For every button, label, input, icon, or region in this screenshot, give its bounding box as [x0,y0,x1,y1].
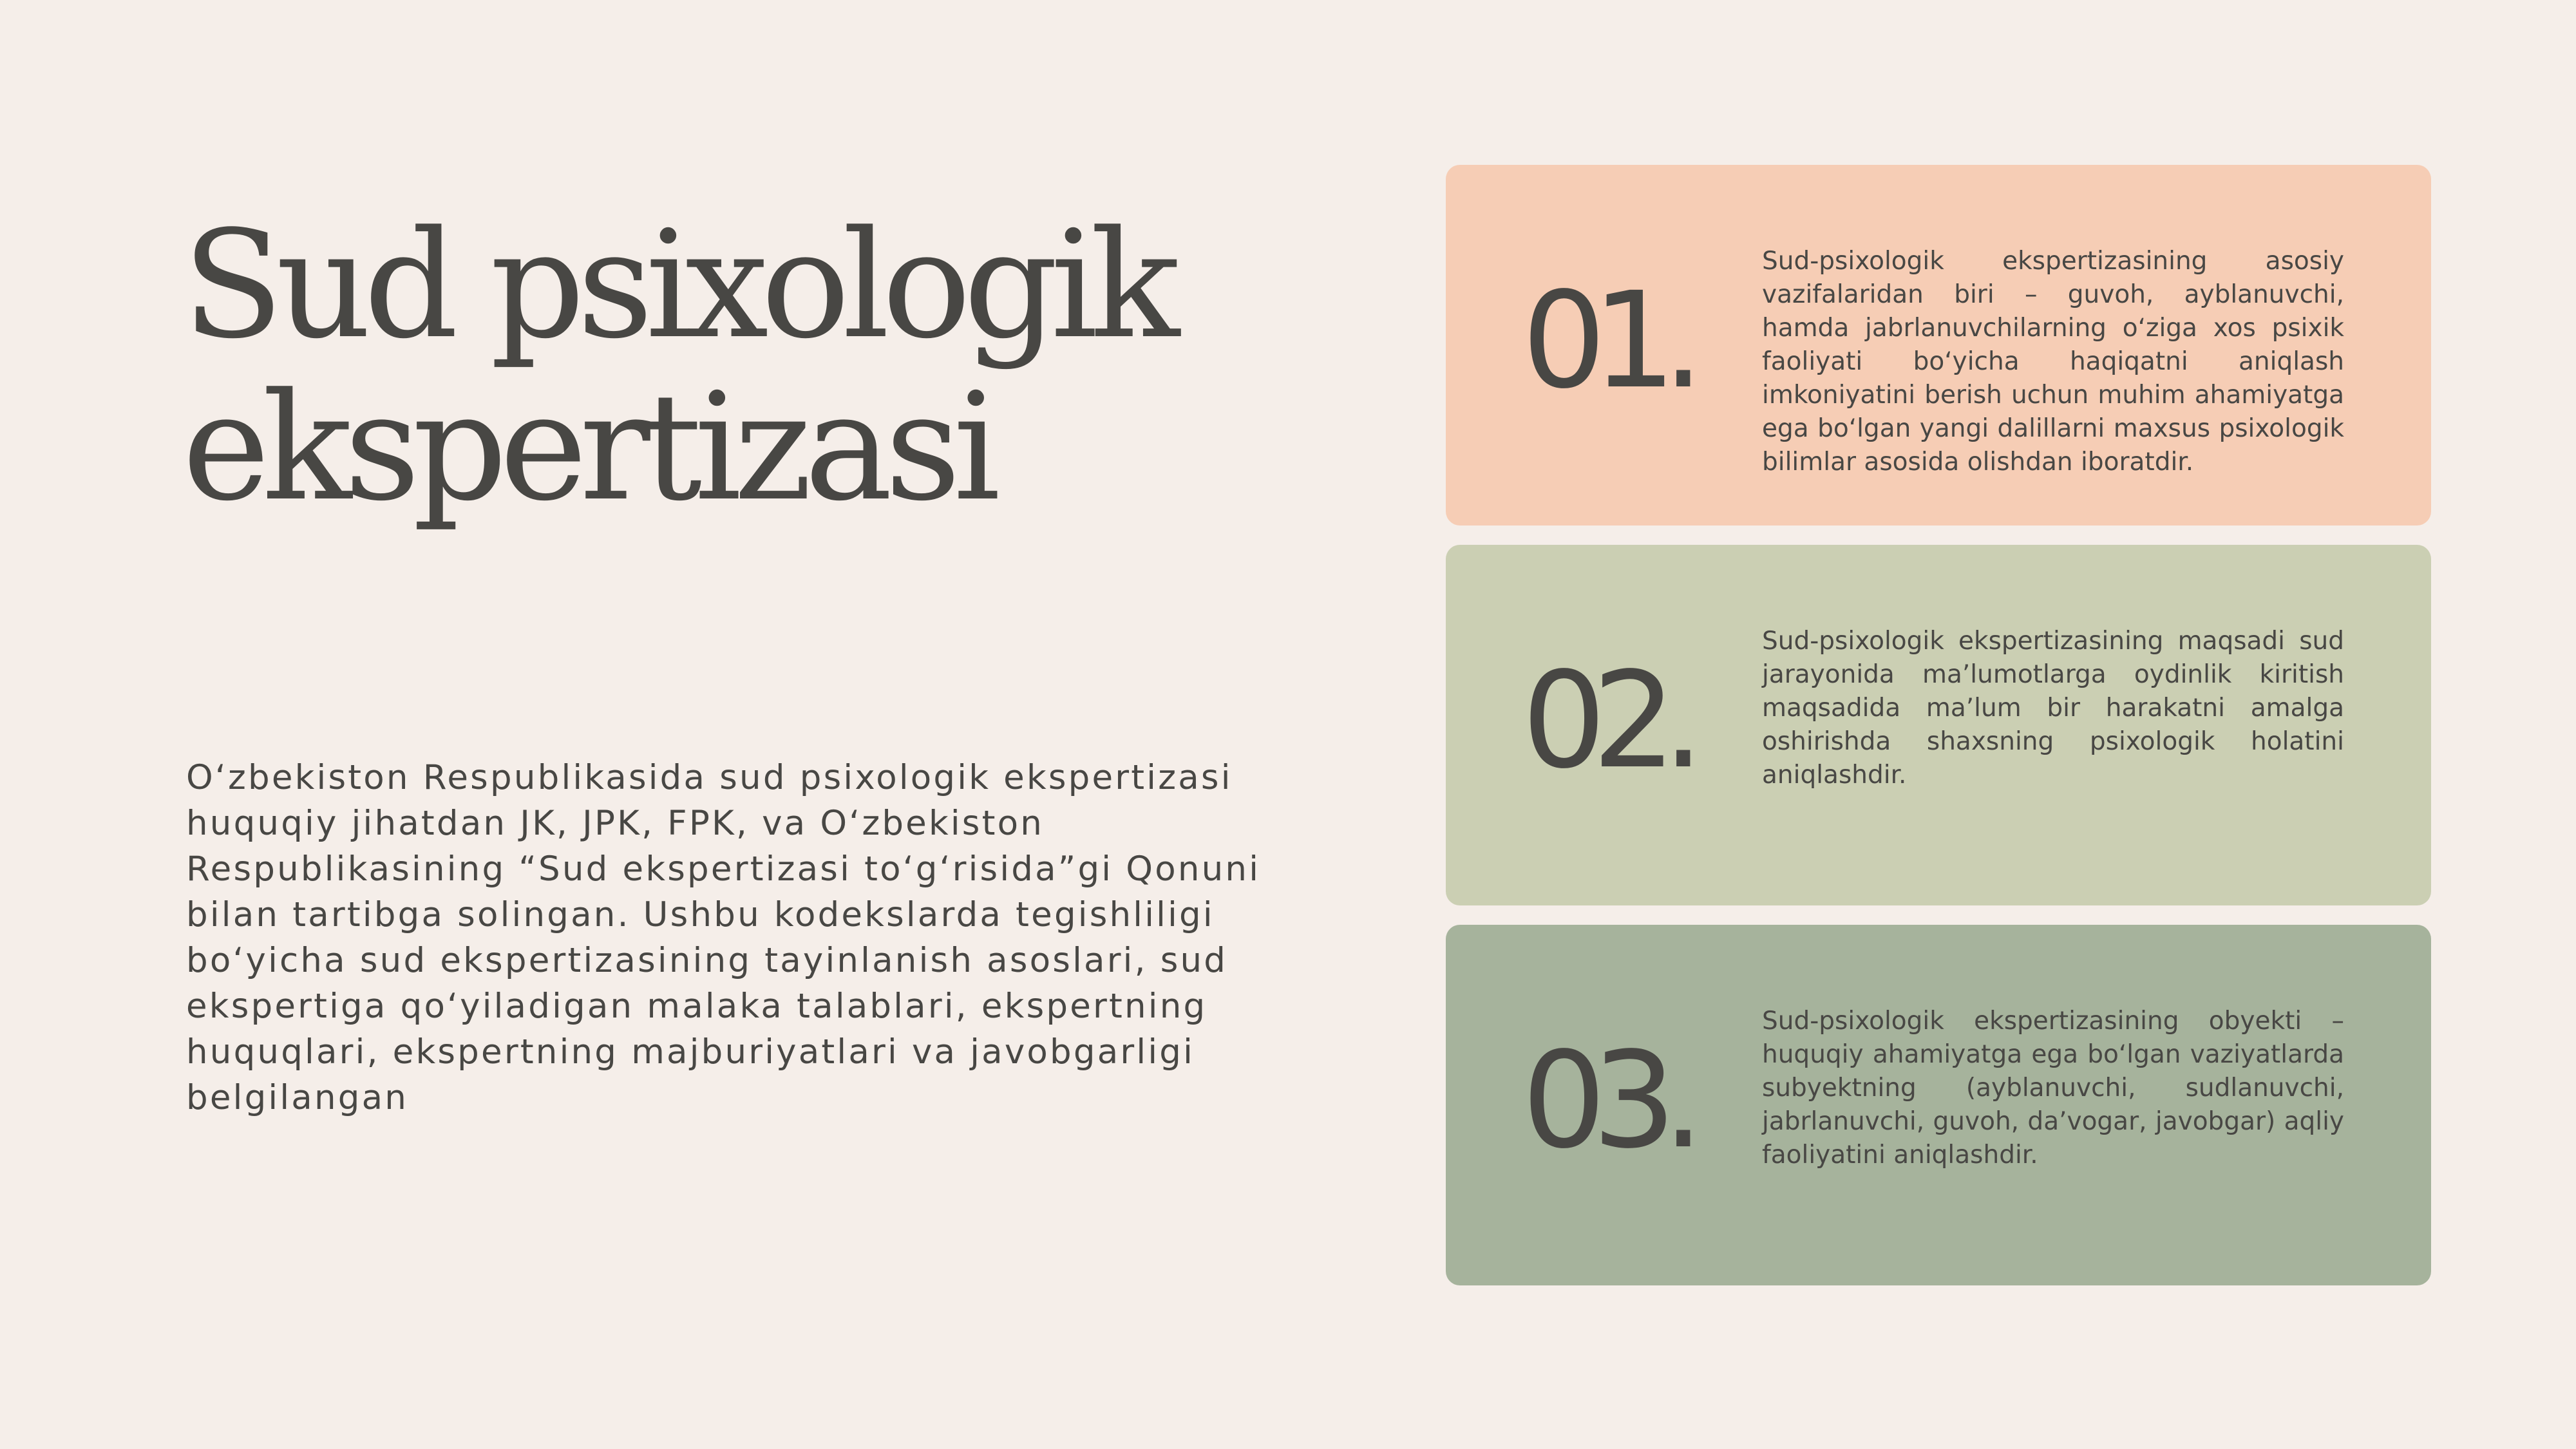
card-number: 02. [1522,643,1690,798]
card-01 [1446,165,2431,526]
card-text: Sud-psixologik ekspertizasining maqsadi sud jarayonida ma’lumotlarga oydinlik kiritish maqsadida ma’lum bir harakatni amalga oshirishda shaxsning psixologik holatini aniqlashdir. [1762,627,2344,790]
slide-title [182,200,1277,534]
card-text: Sud-psixologik ekspertizasining asosiy vazifalaridan biri – guvoh, ayblanuvchi, hamda jabrlanuvchilarning o‘ziga xos psixik faoliyati bo‘yicha haqiqatni aniqlash imkoniyatini berish uchun muhim ahamiyatga ega bo‘lgan yangi dalillarni maxsus psixologik bilimlar asosida olishdan iboratdir. [1762,247,2344,477]
card-02 [1446,545,2431,905]
card-number: 03. [1522,1023,1690,1178]
card-03 [1446,925,2431,1285]
slide-title-line-2: ekspertizasi [182,362,993,534]
intro-paragraph: O‘zbekiston Respublikasida sud psixologik ekspertizasi huquqiy jihatdan JK, JPK, FPK, va O‘zbekiston Respublikasining “Sud ekspertizasi to‘g‘risida”gi Qonuni bilan tartibga solingan. Ushbu kodekslarda tegishliligi bo‘yicha sud ekspertizasining tayinlanish asoslari, sud ekspertiga qo‘yiladigan malaka talablari, ekspertning huquqlari, ekspertning majburiyatlari va javobgarligi belgilangan [186,758,1261,1117]
card-number: 01. [1522,263,1690,418]
card-text: Sud-psixologik ekspertizasining obyekti – huquqiy ahamiyatga ega bo‘lgan vaziyatlarda subyektning (ayblanuvchi, sudlanuvchi, jabrlanuvchi, guvoh, da’vogar, javobgar) aqliy faoliyatini aniqlashdir. [1762,1007,2344,1170]
slide-title-line-1: Sud psixologik [182,200,1173,372]
